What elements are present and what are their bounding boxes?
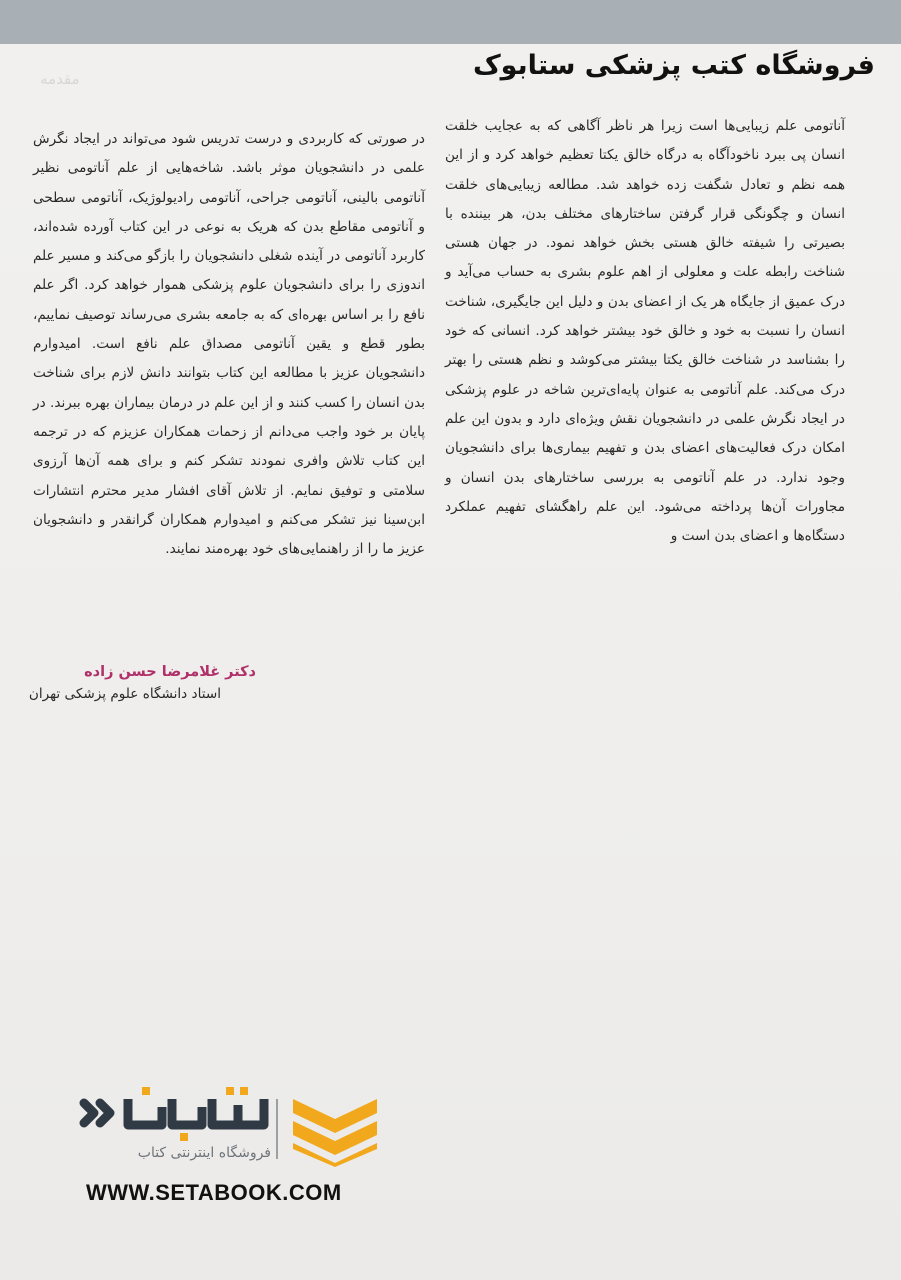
author-name: دکتر غلامرضا حسن زاده (84, 664, 256, 680)
setabook-wordmark (76, 1085, 272, 1145)
website-url[interactable]: WWW.SETABOOK.COM (86, 1180, 342, 1205)
logo-divider (276, 1099, 278, 1159)
book-stack-icon (289, 1093, 381, 1167)
section-heading-faint: مقدمه (40, 70, 80, 88)
preface-paragraph-right: آناتومی علم زیبایی‌ها است زیرا هر ناظر آگاهی که به عجایب خلقت انسان پی ببرد ناخودآگاه به درگاه خالق یکتا تعظیم خواهد کرد و از این همه نظم و تعادل شگفت زده خواهد شد. مطالعه زیبایی‌های خلقت انسان و چگونگی قرار گرفتن ساختارهای مختلف بدن، هر بیننده با بصیرتی را شیفته خالق هستی بخش خواهد نمود. در جهان هستی شناخت رابطه علت و معلولی از اهم علوم بشری به حساب می‌آید و درک عمیق از جایگاه هر یک از اعضای بدن و دلیل این جایگیری، شناخت انسان را نسبت به خود و خالق خود بیشتر خواهد کرد. انسانی که خود را بشناسد در شناخت خالق یکتا بیشتر می‌کوشد و نظم هستی را بهتر درک می‌کند. علم آناتومی به عنوان پایه‌ای‌ترین شاخه در علوم پزشکی در ایجاد نگرش علمی در دانشجویان نقش ویژه‌ای دارد و بدون این علم امکان درک فعالیت‌های اعضای بدن و تفهیم بیماری‌ها برای دانشجویان وجود ندارد. در علم آناتومی به بررسی ساختارهای بدن انسان و مجاورات آن‌ها پرداخته می‌شود. این علم راهگشای تفهیم عملکرد دستگاه‌ها و اعضای بدن است و (445, 118, 845, 545)
top-gray-strip (0, 0, 901, 44)
store-title-watermark: فروشگاه کتب پزشکی ستابوک (472, 50, 875, 81)
setabook-logo (76, 1085, 386, 1175)
author-title: استاد دانشگاه علوم پزشکی تهران (28, 686, 221, 702)
preface-paragraph-left: در صورتی که کاربردی و درست تدریس شود می‌تواند در ایجاد نگرش علمی در دانشجویان موثر باشد. شاخه‌هایی از علم آناتومی نظیر آناتومی بالینی، آناتومی جراحی، آناتومی رادیولوژیک، آناتومی سطحی و آناتومی مقاطع بدن که هریک به نوعی در این کتاب آورده شده‌اند، کاربرد آناتومی در آینده شغلی دانشجویان را بازگو می‌کند و مسیر علم اندوزی را برای دانشجویان علوم پزشکی هموار خواهد کرد. اگر علم نافع را بر اساس بهره‌ای که به جامعه بشری می‌رساند توصیف نماییم، بطور قطع و یقین آناتومی مصداق علم نافع است. امیدوارم دانشجویان عزیز با مطالعه این کتاب بتوانند دانش لازم برای شناخت بدن انسان را کسب کنند و از این علم در درمان بیماران بهره ببرند. در پایان بر خود واجب می‌دانم از زحمات همکاران عزیزم که در ترجمه این کتاب تلاش وافری نمودند تشکر کنم و برای همه آن‌ها آرزوی سلامتی و توفیق نمایم. از تلاش آقای افشار مدیر محترم انتشارات ابن‌سینا نیز تشکر می‌کنم و امیدوارم همکاران گرانقدر و دانشجویان عزیز ما را از راهنمایی‌های خود بهره‌مند نمایند. (33, 131, 425, 558)
preface-column-right (445, 112, 845, 551)
signature-block (29, 664, 256, 702)
preface-column-left (33, 125, 425, 564)
logo-tagline: فروشگاه اینترنتی کتاب (137, 1145, 271, 1161)
